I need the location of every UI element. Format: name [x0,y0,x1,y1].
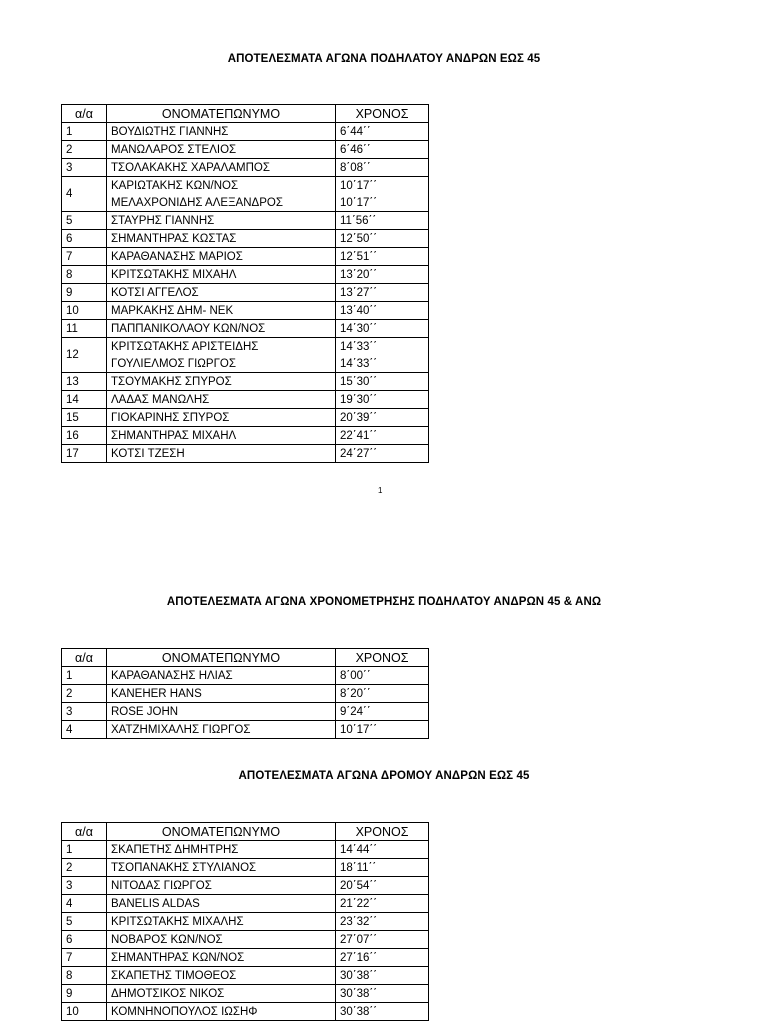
row-number: 3 [62,877,107,895]
table-row [62,949,429,967]
results-table-cycling-under-45 [61,104,429,463]
row-number: 9 [62,284,107,302]
finish-time: 12΄51΄΄ [336,248,429,266]
competitor-name: ΜΑΝΩΛΑΡΟΣ ΣΤΕΛΙΟΣ [107,141,336,159]
competitor-name: ΣΤΑΥΡΗΣ ΓΙΑΝΝΗΣ [107,212,336,230]
page-number: 1 [378,486,383,495]
header-number: α/α [62,105,107,123]
row-number: 3 [62,159,107,177]
table-row [62,338,429,356]
competitor-name: ΚΡΙΤΣΩΤΑΚΗΣ ΜΙΧΑΛΗΣ [107,913,336,931]
competitor-name: ΚΑΡΙΩΤΑΚΗΣ ΚΩΝ/ΝΟΣ [107,177,336,195]
row-number: 4 [62,895,107,913]
header-number: α/α [62,649,107,667]
table-row [62,373,429,391]
row-number: 4 [62,721,107,739]
finish-time: 6΄44΄΄ [336,123,429,141]
row-number: 8 [62,967,107,985]
finish-time: 20΄54΄΄ [336,877,429,895]
competitor-name: ΤΣΟΥΜΑΚΗΣ ΣΠΥΡΟΣ [107,373,336,391]
competitor-name: ΛΑΔΑΣ ΜΑΝΩΛΗΣ [107,391,336,409]
competitor-name: ΚΑΡΑΘΑΝΑΣΗΣ ΗΛΙΑΣ [107,667,336,685]
header-number: α/α [62,823,107,841]
table-row [62,703,429,721]
table-row [62,266,429,284]
competitor-name: ΔΗΜΟΤΣΙΚΟΣ ΝΙΚΟΣ [107,985,336,1003]
finish-time: 27΄16΄΄ [336,949,429,967]
row-number: 10 [62,302,107,320]
row-number: 11 [62,320,107,338]
table-row [62,409,429,427]
finish-time: 13΄20΄΄ [336,266,429,284]
table-header-row [62,105,429,123]
table-row [62,985,429,1003]
table-row [62,427,429,445]
competitor-name: ΣΗΜΑΝΤΗΡΑΣ ΚΩΣΤΑΣ [107,230,336,248]
finish-time: 8΄00΄΄ [336,667,429,685]
table-row [62,123,429,141]
table-row [62,967,429,985]
table-row [62,177,429,195]
competitor-name: ΝΟΒΑΡΟΣ ΚΩΝ/ΝΟΣ [107,931,336,949]
competitor-name: ΣΚΑΠΕΤΗΣ ΔΗΜΗΤΡΗΣ [107,841,336,859]
finish-time: 23΄32΄΄ [336,913,429,931]
row-number: 14 [62,391,107,409]
competitor-name: ΧΑΤΖΗΜΙΧΑΛΗΣ ΓΙΩΡΓΟΣ [107,721,336,739]
row-number: 13 [62,373,107,391]
table-row [62,721,429,739]
competitor-name: ΚΡΙΤΣΩΤΑΚΗΣ ΜΙΧΑΗΛ [107,266,336,284]
table-row [62,302,429,320]
row-number: 8 [62,266,107,284]
competitor-name: KANEHER HANS [107,685,336,703]
table-row [62,895,429,913]
table-row [62,248,429,266]
finish-time: 30΄38΄΄ [336,967,429,985]
table-row [62,859,429,877]
table-row [62,230,429,248]
competitor-name: ΚΟΤΣΙ ΑΓΓΕΛΟΣ [107,284,336,302]
competitor-name: ΜΕΛΑΧΡΟΝΙΔΗΣ ΑΛΕΞΑΝΔΡΟΣ [107,194,336,212]
row-number: 2 [62,141,107,159]
table-row [62,685,429,703]
finish-time: 20΄39΄΄ [336,409,429,427]
competitor-name: ΣΚΑΠΕΤΗΣ ΤΙΜΟΘΕΟΣ [107,967,336,985]
row-number: 10 [62,1003,107,1021]
row-number: 4 [62,177,107,212]
finish-time: 21΄22΄΄ [336,895,429,913]
results-title-cycling-under-45: ΑΠΟΤΕΛΕΣΜΑΤΑ ΑΓΩΝΑ ΠΟΔΗΛΑΤΟΥ ΑΝΔΡΩΝ ΕΩΣ 45 [227,53,541,65]
finish-time: 14΄33΄΄ [336,355,429,373]
results-title-running-under-45: ΑΠΟΤΕΛΕΣΜΑΤΑ ΑΓΩΝΑ ΔΡΟΜΟΥ ΑΝΔΡΩΝ ΕΩΣ 45 [238,770,530,782]
competitor-name: ΜΑΡΚΑΚΗΣ ΔΗΜ- ΝΕΚ [107,302,336,320]
header-name: ΟΝΟΜΑΤΕΠΩΝΥΜΟ [107,105,336,123]
row-number: 5 [62,212,107,230]
table-row [62,1003,429,1021]
competitor-name: ΚΡΙΤΣΩΤΑΚΗΣ ΑΡΙΣΤΕΙΔΗΣ [107,338,336,356]
row-number: 7 [62,949,107,967]
row-number: 5 [62,913,107,931]
table-row [62,841,429,859]
header-name: ΟΝΟΜΑΤΕΠΩΝΥΜΟ [107,649,336,667]
row-number: 7 [62,248,107,266]
finish-time: 11΄56΄΄ [336,212,429,230]
finish-time: 10΄17΄΄ [336,177,429,195]
finish-time: 14΄44΄΄ [336,841,429,859]
competitor-name: ΣΗΜΑΝΤΗΡΑΣ ΚΩΝ/ΝΟΣ [107,949,336,967]
row-number: 2 [62,859,107,877]
competitor-name: BANELIS ALDAS [107,895,336,913]
finish-time: 6΄46΄΄ [336,141,429,159]
header-time: ΧΡΟΝΟΣ [336,823,429,841]
row-number: 16 [62,427,107,445]
table-row [62,877,429,895]
finish-time: 8΄08΄΄ [336,159,429,177]
results-title-cycling-timetrial-45-plus: ΑΠΟΤΕΛΕΣΜΑΤΑ ΑΓΩΝΑ ΧΡΟΝΟΜΕΤΡΗΣΗΣ ΠΟΔΗΛΑΤΟΥ ΑΝΔΡΩΝ 45 & ΑΝΩ [166,596,602,608]
finish-time: 13΄40΄΄ [336,302,429,320]
table-row-continuation [62,194,429,212]
competitor-name: ΚΟΤΣΙ ΤΖΕΣΗ [107,445,336,463]
table-row [62,320,429,338]
finish-time: 27΄07΄΄ [336,931,429,949]
table-row [62,931,429,949]
finish-time: 9΄24΄΄ [336,703,429,721]
competitor-name: ΤΣΟΠΑΝΑΚΗΣ ΣΤΥΛΙΑΝΟΣ [107,859,336,877]
table-row [62,391,429,409]
competitor-name: ΒΟΥΔΙΩΤΗΣ ΓΙΑΝΝΗΣ [107,123,336,141]
finish-time: 12΄50΄΄ [336,230,429,248]
finish-time: 10΄17΄΄ [336,721,429,739]
competitor-name: ROSE JOHN [107,703,336,721]
table-row [62,667,429,685]
competitor-name: ΚΟΜΝΗΝΟΠΟΥΛΟΣ ΙΩΣΗΦ [107,1003,336,1021]
finish-time: 14΄30΄΄ [336,320,429,338]
finish-time: 30΄38΄΄ [336,985,429,1003]
row-number: 2 [62,685,107,703]
finish-time: 10΄17΄΄ [336,194,429,212]
row-number: 6 [62,230,107,248]
header-time: ΧΡΟΝΟΣ [336,105,429,123]
table-row-continuation [62,355,429,373]
header-time: ΧΡΟΝΟΣ [336,649,429,667]
table-row [62,141,429,159]
row-number: 6 [62,931,107,949]
results-table-running-under-45 [61,822,429,1021]
table-row [62,913,429,931]
table-header-row [62,649,429,667]
table-row [62,445,429,463]
row-number: 9 [62,985,107,1003]
row-number: 3 [62,703,107,721]
finish-time: 8΄20΄΄ [336,685,429,703]
row-number: 1 [62,841,107,859]
table-row [62,284,429,302]
competitor-name: ΝΙΤΟΔΑΣ ΓΙΩΡΓΟΣ [107,877,336,895]
competitor-name: ΠΑΠΠΑΝΙΚΟΛΑΟΥ ΚΩΝ/ΝΟΣ [107,320,336,338]
header-name: ΟΝΟΜΑΤΕΠΩΝΥΜΟ [107,823,336,841]
finish-time: 13΄27΄΄ [336,284,429,302]
finish-time: 24΄27΄΄ [336,445,429,463]
competitor-name: ΚΑΡΑΘΑΝΑΣΗΣ ΜΑΡΙΟΣ [107,248,336,266]
row-number: 1 [62,123,107,141]
finish-time: 19΄30΄΄ [336,391,429,409]
finish-time: 15΄30΄΄ [336,373,429,391]
row-number: 17 [62,445,107,463]
competitor-name: ΤΣΟΛΑΚΑΚΗΣ ΧΑΡΑΛΑΜΠΟΣ [107,159,336,177]
table-header-row [62,823,429,841]
competitor-name: ΓΟΥΛΙΕΛΜΟΣ ΓΙΩΡΓΟΣ [107,355,336,373]
finish-time: 30΄38΄΄ [336,1003,429,1021]
table-row [62,159,429,177]
finish-time: 14΄33΄΄ [336,338,429,356]
results-table-cycling-45-plus [61,648,429,739]
finish-time: 22΄41΄΄ [336,427,429,445]
row-number: 1 [62,667,107,685]
competitor-name: ΓΙΟΚΑΡΙΝΗΣ ΣΠΥΡΟΣ [107,409,336,427]
table-row [62,212,429,230]
row-number: 12 [62,338,107,373]
row-number: 15 [62,409,107,427]
competitor-name: ΣΗΜΑΝΤΗΡΑΣ ΜΙΧΑΗΛ [107,427,336,445]
finish-time: 18΄11΄΄ [336,859,429,877]
